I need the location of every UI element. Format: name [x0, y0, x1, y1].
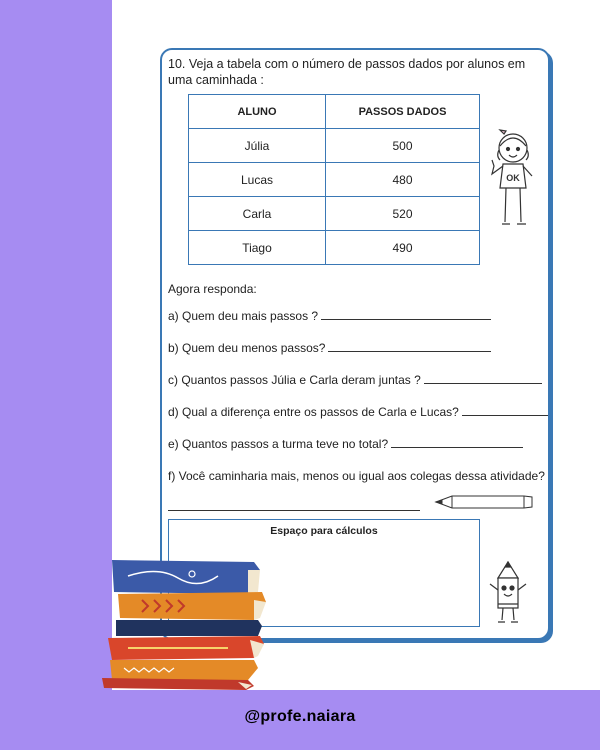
answer-blank-f[interactable]	[168, 510, 420, 511]
footer-handle: @profe.naiara	[244, 708, 356, 725]
pencil-icon	[434, 494, 536, 510]
calc-box-title: Espaço para cálculos	[270, 525, 378, 537]
item-f	[168, 469, 545, 483]
item-a	[168, 309, 491, 323]
item-f-text: f) Você caminharia mais, menos ou igual aos colegas dessa atividade?	[168, 469, 545, 483]
item-e-text: e) Quantos passos a turma teve no total?	[168, 437, 389, 451]
item-b	[168, 341, 491, 355]
row-steps: 490	[326, 231, 480, 265]
question-title: 10. Veja a tabela com o número de passos dados por alunos em uma caminhada :	[168, 57, 526, 87]
table-row	[189, 231, 480, 265]
prompt-text: Agora responda:	[168, 282, 257, 296]
row-steps: 500	[326, 129, 480, 163]
answer-blank-c[interactable]	[424, 373, 542, 384]
item-e	[168, 437, 523, 451]
row-name: Lucas	[189, 163, 326, 197]
steps-table	[188, 94, 480, 265]
table-row	[189, 163, 480, 197]
item-d	[168, 405, 548, 419]
item-c	[168, 373, 542, 387]
row-name: Carla	[189, 197, 326, 231]
table-row	[189, 129, 480, 163]
answer-blank-e[interactable]	[391, 437, 523, 448]
answer-blank-a[interactable]	[321, 309, 491, 320]
girl-ok-illustration-icon	[486, 126, 542, 234]
item-b-text: b) Quem deu menos passos?	[168, 341, 326, 355]
row-steps: 480	[326, 163, 480, 197]
item-d-text: d) Qual a diferença entre os passos de Carla e Lucas?	[168, 405, 459, 419]
row-steps: 520	[326, 197, 480, 231]
books-stack-icon	[98, 556, 268, 692]
pencil-character-icon	[486, 560, 530, 628]
header-aluno: ALUNO	[189, 95, 326, 129]
header-passos: PASSOS DADOS	[326, 95, 480, 129]
row-name: Tiago	[189, 231, 326, 265]
table-row	[189, 197, 480, 231]
answer-blank-b[interactable]	[328, 341, 491, 352]
table-header-row	[189, 95, 480, 129]
purple-background-left	[0, 0, 112, 690]
item-a-text: a) Quem deu mais passos ?	[168, 309, 319, 323]
answer-blank-d[interactable]	[462, 405, 548, 416]
item-c-text: c) Quantos passos Júlia e Carla deram juntas ?	[168, 373, 421, 387]
girl-shirt-text: OK	[506, 173, 520, 183]
row-name: Júlia	[189, 129, 326, 163]
